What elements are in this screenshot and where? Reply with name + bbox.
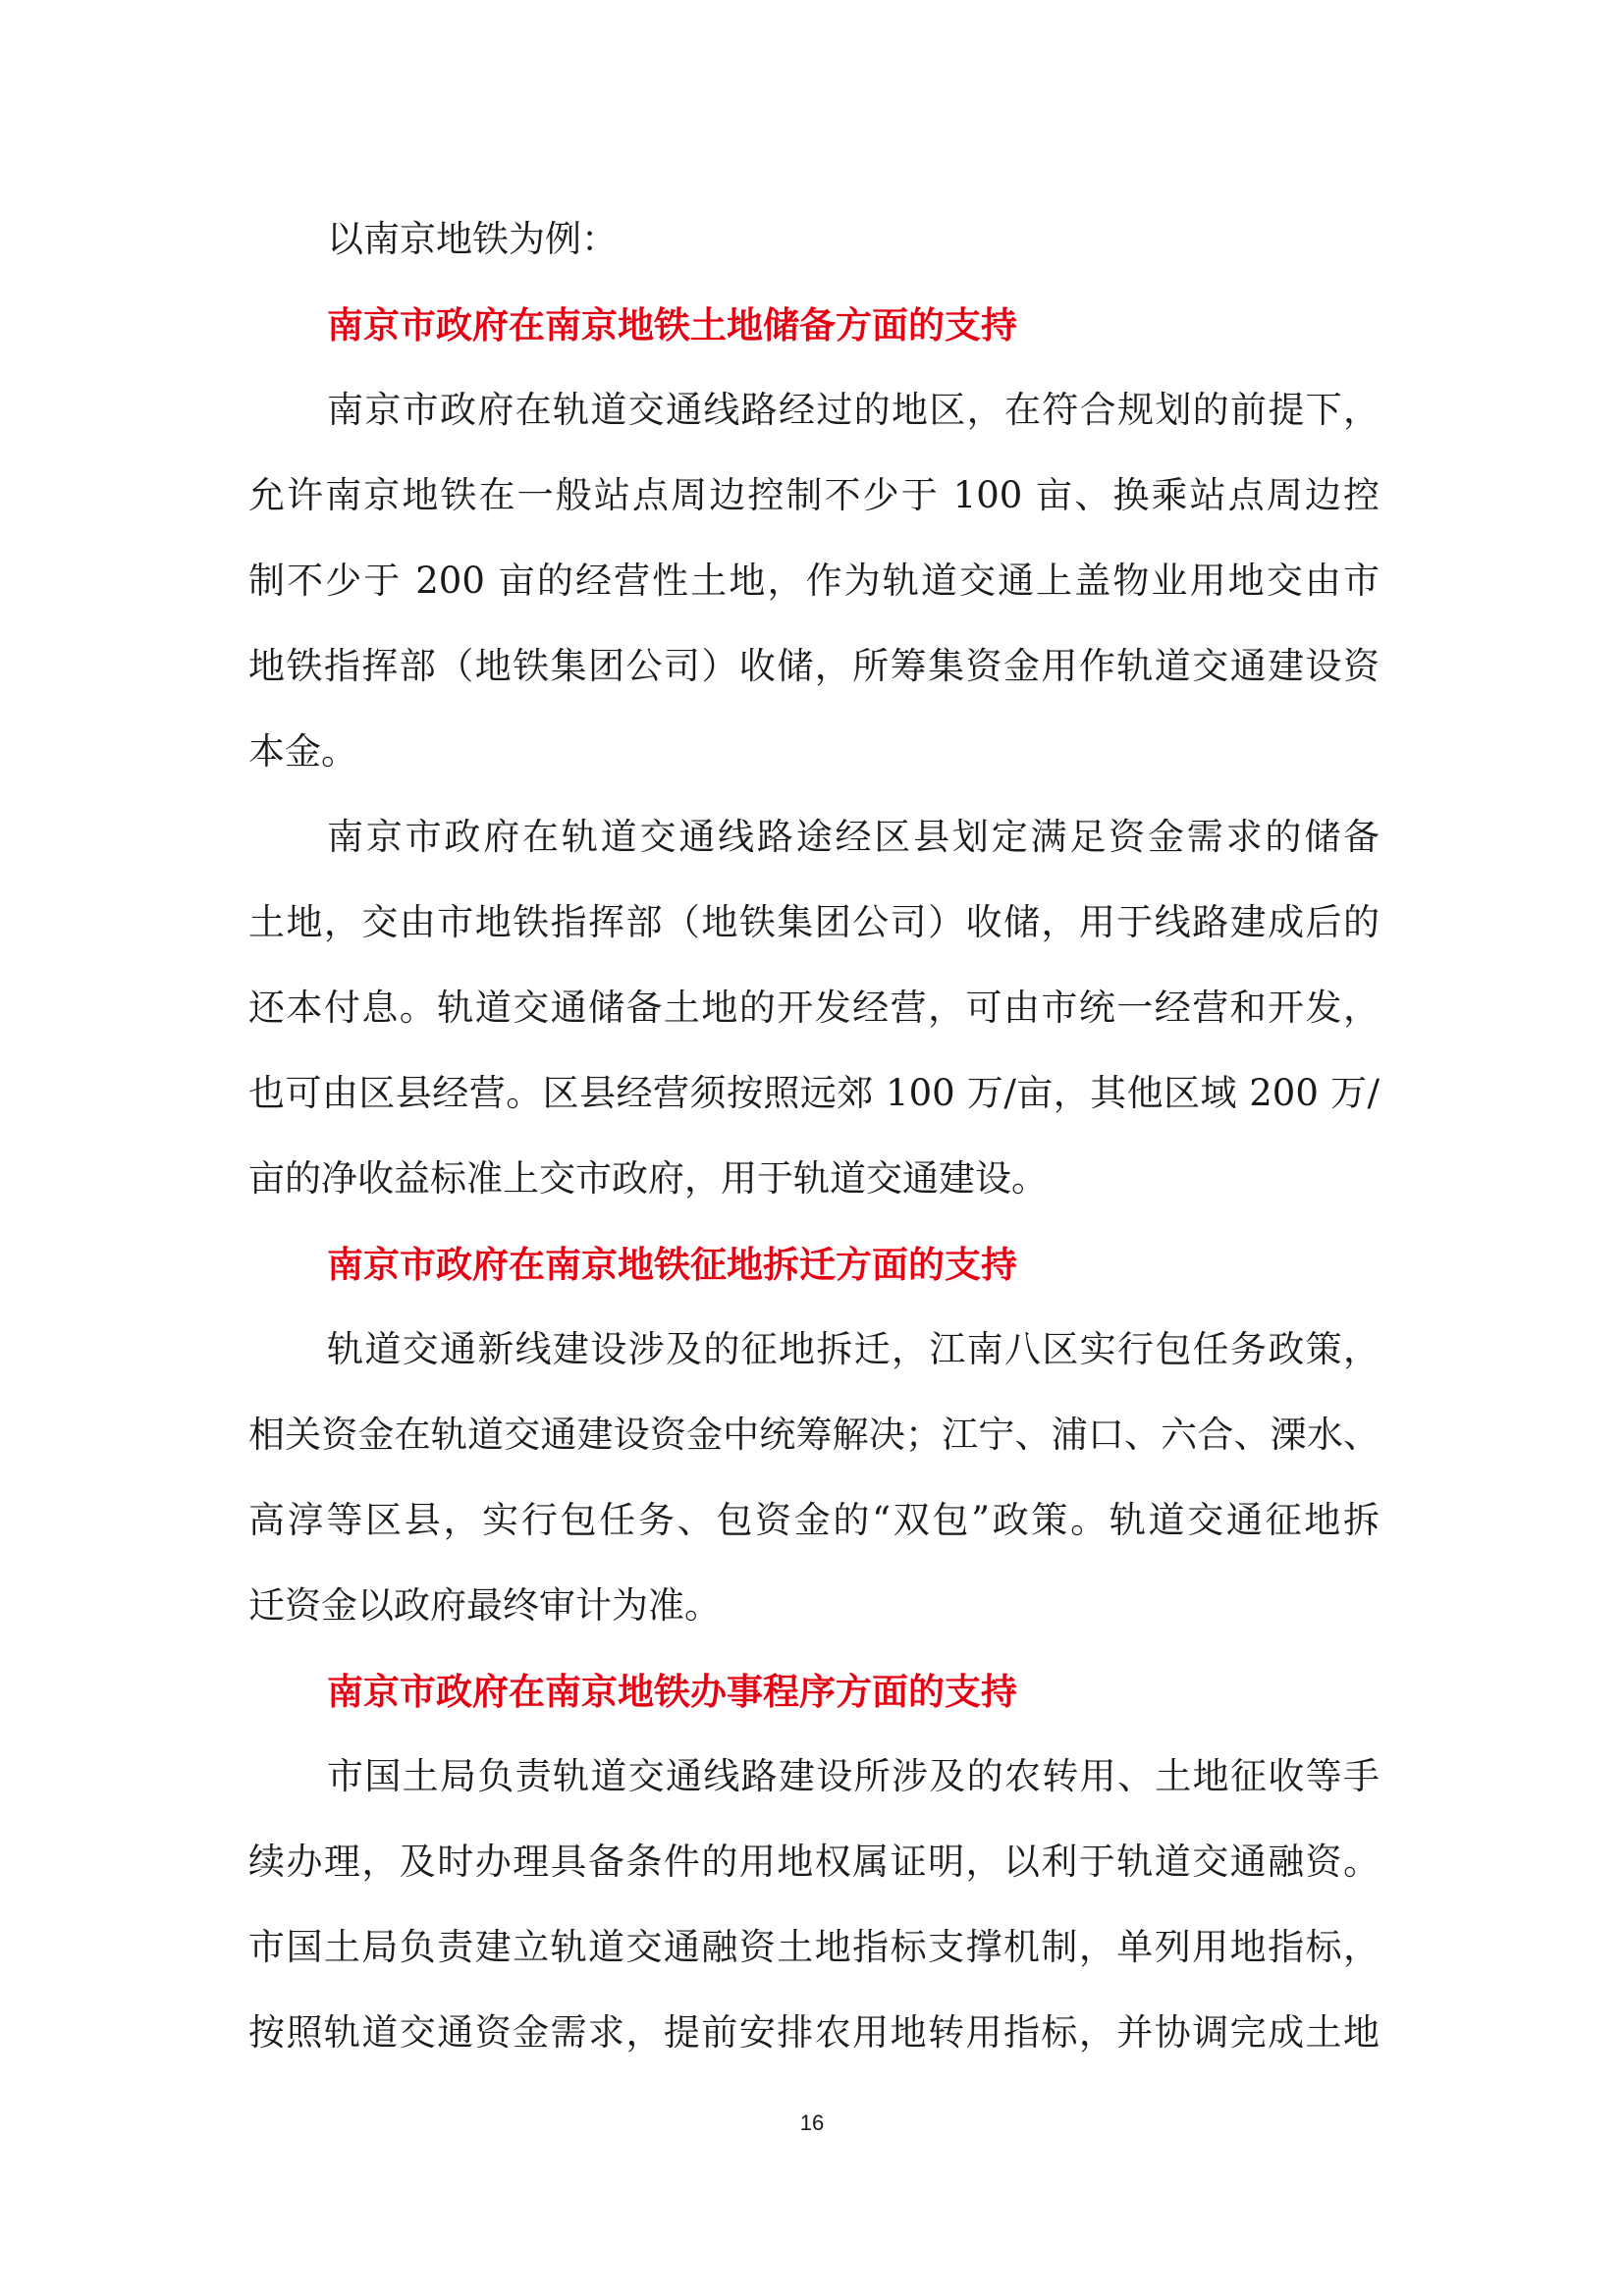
section-heading-procedures: 南京市政府在南京地铁办事程序方面的支持	[327, 1670, 1017, 1713]
paragraph-line: 市国土局负责轨道交通线路建设所涉及的农转用、土地征收等手	[327, 1755, 1380, 1797]
paragraph-line: 轨道交通新线建设涉及的征地拆迁，江南八区实行包任务政策，	[327, 1328, 1380, 1370]
paragraph-line: 市国土局负责建立轨道交通融资土地指标支撑机制，单列用地指标，	[248, 1926, 1380, 1968]
paragraph-line: 本金。	[248, 730, 357, 773]
paragraph-line: 也可由区县经营。区县经营须按照远郊 100 万/亩，其他区域 200 万/	[248, 1072, 1380, 1114]
paragraph-line: 还本付息。轨道交通储备土地的开发经营，可由市统一经营和开发，	[248, 987, 1380, 1029]
paragraph-line: 制不少于 200 亩的经营性土地，作为轨道交通上盖物业用地交由市	[248, 560, 1380, 602]
intro-line: 以南京地铁为例：	[327, 218, 618, 260]
section-heading-land-reserve: 南京市政府在南京地铁土地储备方面的支持	[327, 303, 1017, 347]
paragraph-line: 地铁指挥部（地铁集团公司）收储，所筹集资金用作轨道交通建设资	[248, 645, 1380, 687]
paragraph-line: 土地，交由市地铁指挥部（地铁集团公司）收储，用于线路建成后的	[248, 901, 1380, 943]
paragraph-line: 按照轨道交通资金需求，提前安排农用地转用指标，并协调完成土地	[248, 2011, 1380, 2054]
paragraph-line: 续办理，及时办理具备条件的用地权属证明，以利于轨道交通融资。	[248, 1841, 1380, 1883]
paragraph-line: 南京市政府在轨道交通线路途经区县划定满足资金需求的储备	[327, 816, 1380, 858]
section-heading-land-acquisition: 南京市政府在南京地铁征地拆迁方面的支持	[327, 1243, 1017, 1286]
paragraph-line: 相关资金在轨道交通建设资金中统筹解决；江宁、浦口、六合、溧水、	[248, 1414, 1380, 1456]
paragraph-line: 南京市政府在轨道交通线路经过的地区，在符合规划的前提下，	[327, 389, 1380, 431]
paragraph-line: 亩的净收益标准上交市政府，用于轨道交通建设。	[248, 1157, 1048, 1200]
paragraph-line: 迁资金以政府最终审计为准。	[248, 1584, 721, 1627]
page-number: 16	[799, 2110, 825, 2135]
paragraph-line: 高淳等区县，实行包任务、包资金的“双包”政策。轨道交通征地拆	[248, 1499, 1380, 1541]
paragraph-line: 允许南京地铁在一般站点周边控制不少于 100 亩、换乘站点周边控	[248, 474, 1380, 516]
